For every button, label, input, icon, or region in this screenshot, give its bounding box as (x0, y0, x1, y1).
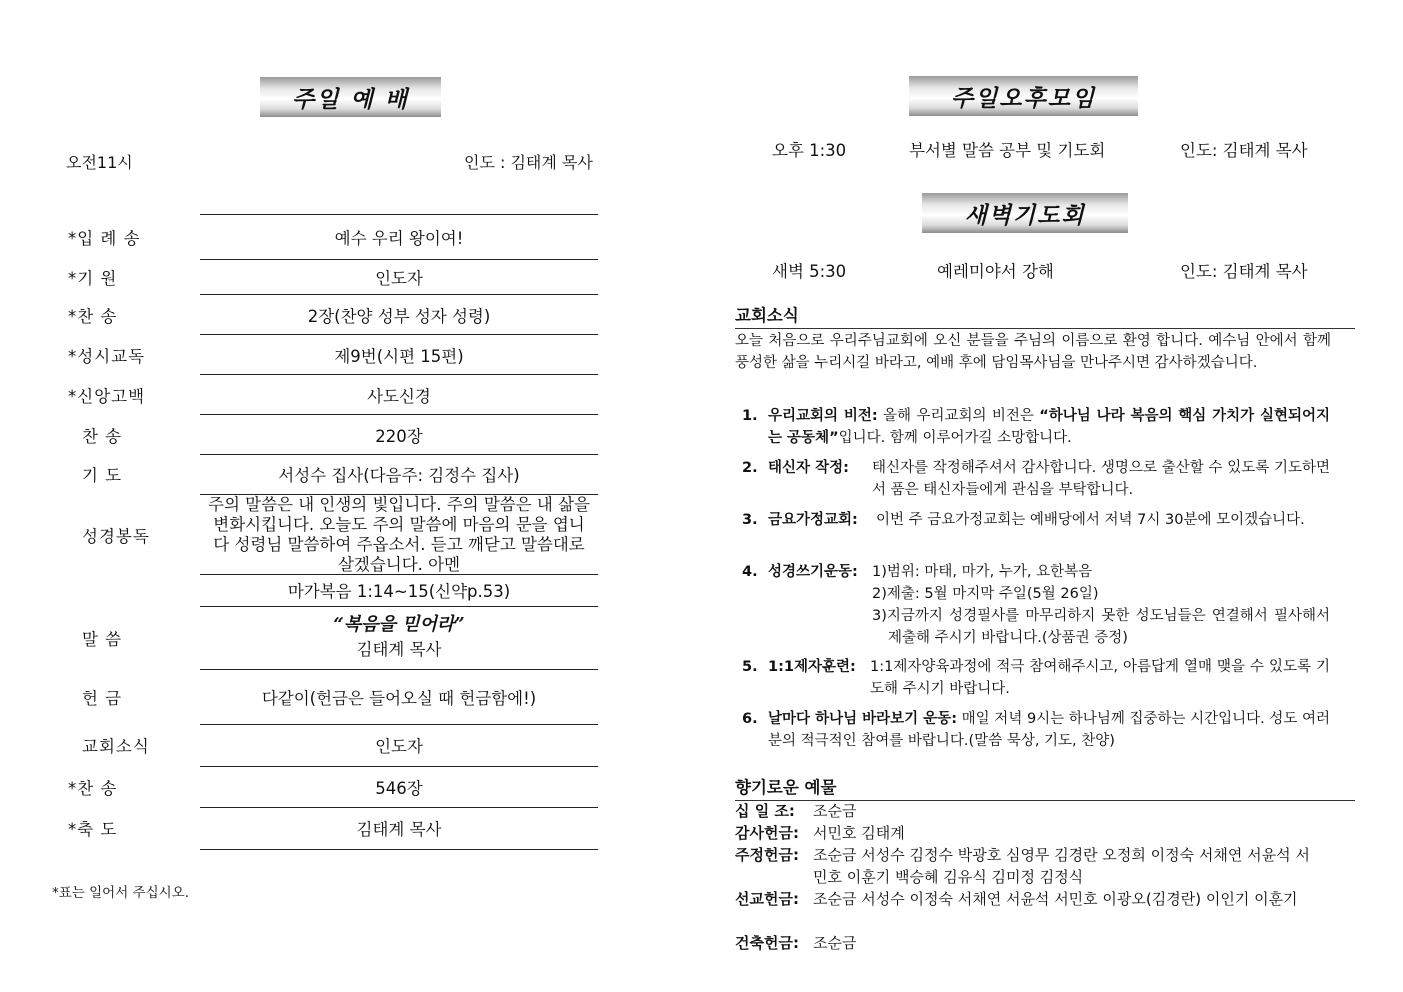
news-intro: 오늘 처음으로 우리주님교회에 오신 분들을 주님의 이름으로 환영 합니다. 예수님 안에서 함께 풍성한 삶을 누리시길 바라고, 예배 후에 담임목사님을 만나주시면 감사하겠습니다. (735, 333, 1331, 371)
order-row (60, 495, 598, 574)
order-row (60, 684, 598, 710)
order-row (60, 815, 598, 841)
afternoon-desc: 부서별 말씀 공부 및 기도회 (909, 141, 1106, 160)
order-value: 사도신경 (367, 387, 431, 406)
offering-heading (735, 774, 1355, 801)
news-item-number: 6. (742, 711, 758, 727)
offering-row (735, 822, 1333, 844)
news-item-text (768, 708, 1330, 752)
news-heading-text: 교회소식 (735, 306, 799, 325)
news-item-key: 태신자 작정: (768, 460, 849, 476)
table-divider (200, 334, 598, 335)
news-item-body: 태신자를 작정해주셔서 감사합니다. 생명으로 출산할 수 있도록 기도하면서 품은 태신자들에게 관심을 부탁합니다. (872, 460, 1330, 498)
afternoon-title-text: 주일오후모임 (950, 84, 1097, 112)
standing-footnote: *표는 일어서 주십시오. (52, 885, 189, 901)
worship-title (260, 77, 441, 117)
table-divider (200, 669, 598, 670)
news-item-key: 1:1제자훈련: (768, 659, 856, 675)
news-item (742, 561, 1330, 649)
offering-heading-text: 향기로운 예물 (735, 778, 837, 797)
news-item-number: 5. (742, 659, 758, 675)
order-value: 다같이(헌금은 들어오실 때 헌금함에!) (261, 689, 537, 708)
order-value: 546장 (375, 779, 423, 798)
dawn-title-text: 새벽기도회 (964, 201, 1086, 229)
order-label: *기 원 (68, 269, 118, 288)
worship-leader: 인도 : 김태계 목사 (464, 153, 593, 172)
order-label: *축 도 (68, 820, 118, 839)
order-label: 찬 송 (82, 427, 123, 446)
order-row (60, 264, 598, 290)
order-label: *찬 송 (68, 307, 118, 326)
news-item-lines (872, 561, 1330, 649)
news-item (742, 708, 1330, 752)
offering-row (735, 844, 1313, 888)
offering-row (735, 800, 1333, 822)
offering-type: 감사헌금: (735, 824, 799, 842)
offering-names: 조순금 서성수 김정수 박광호 심영무 김경란 오정희 이정숙 서채연 서윤석 서민호 이훈기 백승혜 김유식 김미정 김정식 (813, 846, 1310, 886)
news-item (742, 457, 1330, 501)
afternoon-time: 오후 1:30 (772, 141, 847, 160)
order-row (60, 382, 598, 408)
table-divider (200, 606, 598, 607)
scripture-prayer: 주의 말씀은 내 인생의 빛입니다. 주의 말씀은 내 삶을 변화시킵니다. 오늘도 주의 말씀에 마음의 문을 엽니다 성령님 말씀하여 주옵소서. 듣고 깨닫고 말씀대로 살겠습니다. 아멘 (208, 495, 590, 574)
offering-type: 선교헌금: (735, 890, 799, 908)
news-item-key: 성경쓰기운동: (768, 564, 858, 580)
table-divider (200, 807, 598, 808)
order-value: 220장 (375, 427, 423, 446)
table-divider (200, 454, 598, 455)
dawn-time: 새벽 5:30 (772, 262, 847, 281)
news-item-key: 우리교회의 비전: (768, 408, 878, 424)
news-item-body: 입니다. 함께 이루어가길 소망합니다. (838, 430, 1072, 446)
vision-statement: “하나님 나라 복음의 핵심 가치가 실현되어지는 공동체” (768, 408, 1330, 446)
order-row (60, 342, 598, 368)
table-divider (200, 724, 598, 725)
preacher-name: 김태계 목사 (356, 640, 442, 659)
offering-type: 건축헌금: (735, 934, 799, 952)
news-item-key: 날마다 하나님 바라보기 운동: (768, 711, 958, 727)
dawn-leader: 인도: 김태계 목사 (1180, 262, 1308, 281)
order-row (60, 302, 598, 328)
table-divider (200, 849, 598, 850)
news-item-line: 2)제출: 5월 마지막 주일(5월 26일) (872, 586, 1099, 602)
worship-title-text: 주일 예 배 (292, 85, 409, 113)
dawn-title (922, 193, 1128, 233)
table-divider (200, 414, 598, 415)
news-item-text (768, 405, 1330, 449)
table-divider (200, 374, 598, 375)
offering-row (735, 888, 1313, 910)
news-item-line: 3)지금까지 성경필사를 마무리하지 못한 성도님들은 연결해서 필사해서 제출해 주시기 바랍니다.(상품권 증정) (872, 608, 1330, 646)
order-row (60, 224, 598, 250)
offering-names: 서민호 김태계 (813, 824, 905, 842)
news-item-number: 3. (742, 512, 758, 528)
offering-type: 주정헌금: (735, 846, 799, 864)
order-row (60, 422, 598, 448)
order-row (60, 612, 598, 664)
worship-time: 오전11시 (66, 153, 133, 172)
offering-type: 십 일 조: (735, 802, 795, 820)
news-item-key: 금요가정교회: (768, 512, 858, 528)
offering-row (735, 932, 1333, 954)
offering-names: 조순금 (813, 802, 857, 820)
order-value: 예수 우리 왕이여! (334, 229, 464, 248)
order-label: *성시교독 (68, 347, 146, 366)
order-value: 서성수 집사(다음주: 김정수 집사) (278, 466, 520, 485)
offering-names: 조순금 서성수 이정숙 서채연 서윤석 서민호 이광오(김경란) 이인기 이훈기 (813, 890, 1298, 908)
order-row (60, 461, 598, 487)
order-row (60, 577, 598, 603)
order-row (60, 774, 598, 800)
news-item (742, 656, 1330, 700)
scripture-reference: 마가복음 1:14~15(신약p.53) (287, 582, 511, 601)
news-heading (735, 302, 1355, 329)
order-label: *입 례 송 (68, 229, 141, 248)
sermon-title: “복음을 믿어라” (333, 614, 465, 635)
news-item (742, 405, 1330, 449)
order-label: 교회소식 (82, 737, 150, 756)
order-row (60, 732, 598, 758)
news-item-body: 1:1제자양육과정에 적극 참여해주시고, 아름답게 열매 맺을 수 있도록 기도해 주시기 바랍니다. (870, 659, 1330, 697)
sermon-block (200, 612, 598, 662)
dawn-desc: 예레미야서 강해 (937, 262, 1054, 281)
news-item-body: 이번 주 금요가정교회는 예배당에서 저녁 7시 30분에 모이겠습니다. (876, 512, 1305, 528)
table-divider (200, 294, 598, 295)
order-value: 제9번(시편 15편) (334, 347, 464, 366)
order-label: 헌 금 (82, 689, 123, 708)
order-value: 인도자 (375, 737, 423, 756)
order-value: 2장(찬양 성부 성자 성령) (307, 307, 491, 326)
table-divider (200, 214, 598, 215)
afternoon-title (909, 76, 1138, 116)
news-item-number: 4. (742, 564, 758, 580)
news-item-number: 1. (742, 408, 758, 424)
afternoon-leader: 인도: 김태계 목사 (1180, 141, 1308, 160)
order-label: *찬 송 (68, 779, 118, 798)
order-value: 김태계 목사 (356, 820, 442, 839)
order-label: 기 도 (82, 466, 123, 485)
order-label: *신앙고백 (68, 387, 146, 406)
news-item (742, 509, 1330, 531)
offering-names: 조순금 (813, 934, 857, 952)
news-item-body: 매일 저녁 9시는 하나님께 집중하는 시간입니다. 성도 여러분의 적극적인 참여를 바랍니다.(말씀 묵상, 기도, 찬양) (768, 711, 1330, 749)
table-divider (200, 766, 598, 767)
order-value: 인도자 (375, 269, 423, 288)
news-item-body: 올해 우리교회의 비전은 (877, 408, 1040, 424)
table-divider (200, 259, 598, 260)
order-label: 말 씀 (82, 630, 123, 649)
order-label: 성경봉독 (82, 527, 150, 546)
news-item-number: 2. (742, 460, 758, 476)
news-item-line: 1)범위: 마태, 마가, 누가, 요한복음 (872, 564, 1093, 580)
